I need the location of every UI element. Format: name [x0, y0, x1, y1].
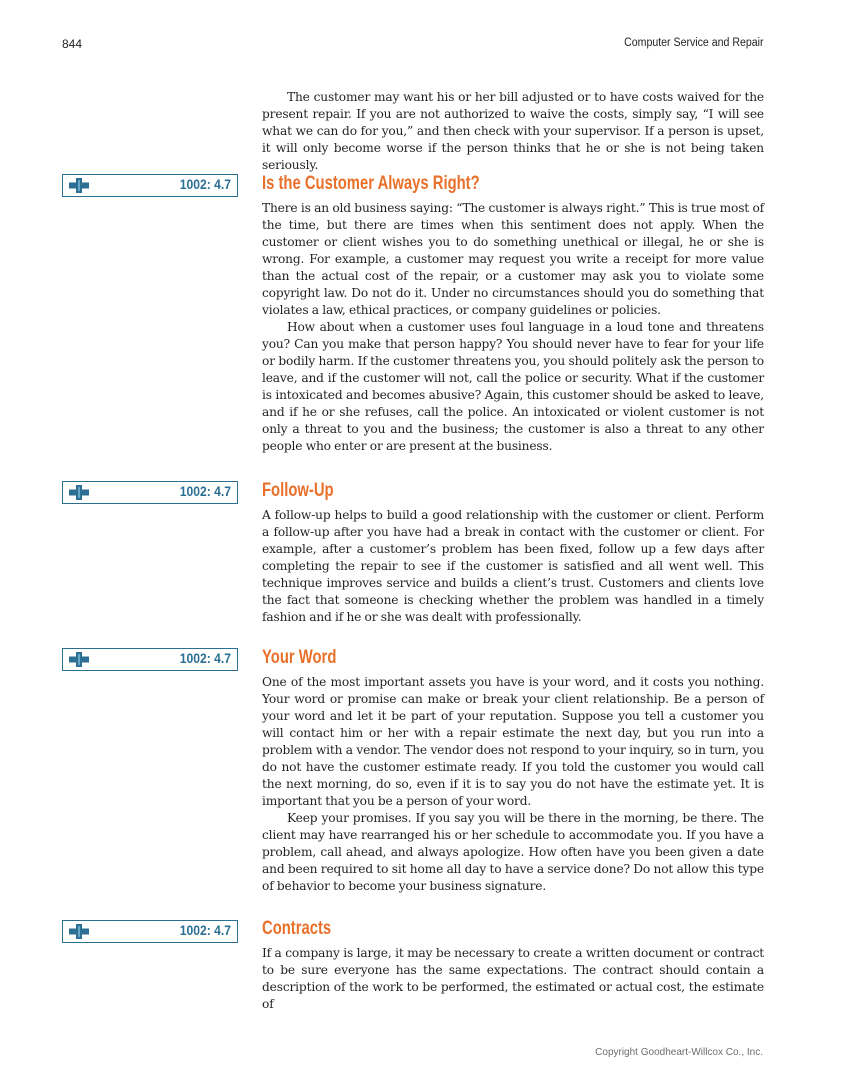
section-paragraph: A follow-up helps to build a good relationship with the customer or client. Perform a follow-up after you have had a break in contact with the customer or client. For example, after a customer’s problem has been fixed, follow up a few days after completing the repair to see if the customer is satisfied and all went well. This technique improves service and builds a client’s trust. Customers and clients love the fact that someone is checking whether the problem was handled in a timely fashion and if he or she was dealt with professionally. — [262, 508, 764, 624]
objective-code: 1002: 4.7 — [179, 484, 231, 499]
section-paragraph: There is an old business saying: “The customer is always right.” This is true most of the time, but there are times when this sentiment does not apply. When the customer or client wishes you to do something unethical or illegal, he or she is wrong. For example, a customer may request you write a receipt for more value than the actual cost of the repair, or a customer may ask you to violate some copyright law. Do not do it. Under no circumstances should you do something that violates a law, ethical practices, or company guidelines or policies. — [262, 201, 764, 317]
page-number: 844 — [62, 37, 83, 51]
section-paragraph: Keep your promises. If you say you will be there in the morning, be there. The client may have rearranged his or her schedule to accommodate you. If you have a problem, call ahead, and always apologize. How often have you been given a date and been required to sit home all day to have a service done? Do not allow this type of behavior to become your business signature. — [262, 811, 764, 893]
objective-badge-4 — [62, 920, 238, 943]
objective-badge-2 — [62, 481, 238, 504]
section-customer-right — [262, 172, 764, 455]
objective-badge-1 — [62, 174, 238, 197]
objective-code: 1002: 4.7 — [179, 923, 231, 938]
section-heading: Follow-Up — [262, 480, 334, 501]
intro-block — [262, 89, 764, 174]
section-heading: Your Word — [262, 647, 337, 668]
section-paragraph: If a company is large, it may be necessary to create a written document or contract to be sure everyone has the same expectations. The contract should contain a description of the work to be performed, the estimated or actual cost, the estimate of — [262, 946, 764, 1011]
section-contracts — [262, 917, 764, 1013]
plus-cross-icon — [69, 178, 89, 193]
plus-cross-icon — [69, 652, 89, 667]
objective-code: 1002: 4.7 — [179, 651, 231, 666]
section-heading: Contracts — [262, 918, 332, 939]
intro-paragraph: The customer may want his or her bill adjusted or to have costs waived for the present repair. If you are not authorized to waive the costs, simply say, “I will see what we can do for you,” and then check with your supervisor. If a person is upset, it will only become worse if the person thinks that he or she is not being taken seriously. — [262, 90, 764, 172]
objective-code: 1002: 4.7 — [179, 177, 231, 192]
running-head: Computer Service and Repair — [623, 37, 763, 49]
plus-cross-icon — [69, 485, 89, 500]
section-heading: Is the Customer Always Right? — [262, 173, 480, 194]
objective-badge-3 — [62, 648, 238, 671]
section-paragraph: How about when a customer uses foul language in a loud tone and threatens you? Can you make that person happy? You should never have to fear for your life or bodily harm. If the customer threatens you, you should politely ask the person to leave, and if the customer will not, call the police or security. What if the customer is intoxicated and becomes abusive? Again, this customer should be asked to leave, and if he or she refuses, call the police. An intoxicated or violent customer is not only a threat to you and the business; the customer is also a threat to any other people who enter or are present at the business. — [262, 320, 764, 453]
copyright-notice: Copyright Goodheart-Willcox Co., Inc. — [595, 1047, 763, 1058]
section-your-word — [262, 646, 764, 895]
plus-cross-icon — [69, 924, 89, 939]
section-follow-up — [262, 479, 764, 626]
section-paragraph: One of the most important assets you have is your word, and it costs you nothing. Your word or promise can make or break your client relationship. Be a person of your word and let it be part of your reputation. Suppose you tell a customer you will contact him or her with a repair estimate the next day, but you run into a problem with a vendor. The vendor does not respond to your inquiry, so in turn, you do not have the customer estimate ready. If you told the customer you would call the next morning, do so, even if it is to say you do not have the estimate yet. It is important that you be a person of your word. — [262, 675, 764, 808]
